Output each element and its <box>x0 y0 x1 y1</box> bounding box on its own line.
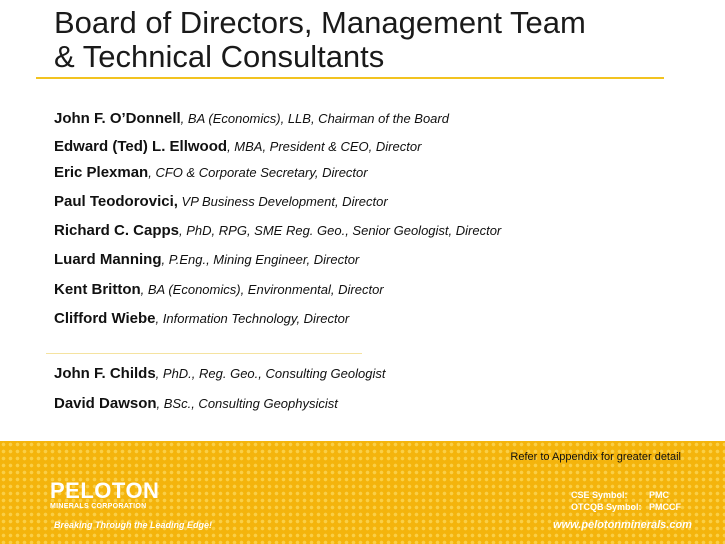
director-row <box>54 251 359 268</box>
consultant-row <box>54 365 385 382</box>
tagline: Breaking Through the Leading Edge! <box>54 520 213 530</box>
director-row <box>54 281 384 298</box>
cse-symbol-line <box>571 489 681 501</box>
person-name: Richard C. Capps <box>54 222 180 239</box>
title-divider <box>36 77 664 79</box>
person-name: Luard Manning <box>54 251 162 268</box>
website-link[interactable]: www.pelotonminerals.com <box>553 519 692 531</box>
person-description: , CFO & Corporate Secretary, Director <box>148 165 368 180</box>
person-description: , Information Technology, Director <box>155 311 350 326</box>
section-divider <box>46 353 362 354</box>
director-row <box>54 110 449 127</box>
person-description: , MBA, President & CEO, Director <box>227 139 422 154</box>
director-row <box>54 222 501 239</box>
person-description: , BA (Economics), Environmental, Director <box>140 282 384 297</box>
slide-title <box>54 6 694 74</box>
director-row <box>54 138 421 155</box>
slide-title-line-2: & Technical Consultants <box>54 39 385 74</box>
person-description: , BA (Economics), LLB, Chairman of the Board <box>180 111 449 126</box>
consultant-row <box>54 395 338 412</box>
company-logo <box>50 480 159 510</box>
director-row <box>54 310 349 327</box>
otc-label: OTCQB Symbol: <box>571 502 642 512</box>
otc-symbol-line <box>571 501 681 513</box>
person-description: VP Business Development, Director <box>177 194 388 209</box>
footer-banner <box>0 441 725 544</box>
person-name: Paul Teodorovici, <box>54 193 178 210</box>
person-description: , P.Eng., Mining Engineer, Director <box>161 252 360 267</box>
person-name: John F. Childs <box>54 365 156 382</box>
person-description: , PhD., Reg. Geo., Consulting Geologist <box>155 366 386 381</box>
person-name: Clifford Wiebe <box>54 310 156 327</box>
ticker-symbols <box>571 489 681 513</box>
person-name: Edward (Ted) L. Ellwood <box>54 138 228 155</box>
otc-value: PMCCF <box>649 502 681 512</box>
director-row <box>54 193 388 210</box>
person-name: John F. O’Donnell <box>54 110 181 127</box>
person-description: , PhD, RPG, SME Reg. Geo., Senior Geologist, Director <box>179 223 502 238</box>
slide-title-line-1: Board of Directors, Management Team <box>54 5 586 40</box>
appendix-note: Refer to Appendix for greater detail <box>510 451 681 463</box>
logo-subtitle: MINERALS CORPORATION <box>50 503 147 510</box>
cse-value: PMC <box>649 490 669 500</box>
person-name: David Dawson <box>54 395 157 412</box>
cse-label: CSE Symbol: <box>571 490 628 500</box>
director-row <box>54 164 368 181</box>
person-description: , BSc., Consulting Geophysicist <box>156 396 338 411</box>
person-name: Eric Plexman <box>54 164 149 181</box>
person-name: Kent Britton <box>54 281 141 298</box>
logo-wordmark: PELOTON <box>50 478 160 503</box>
